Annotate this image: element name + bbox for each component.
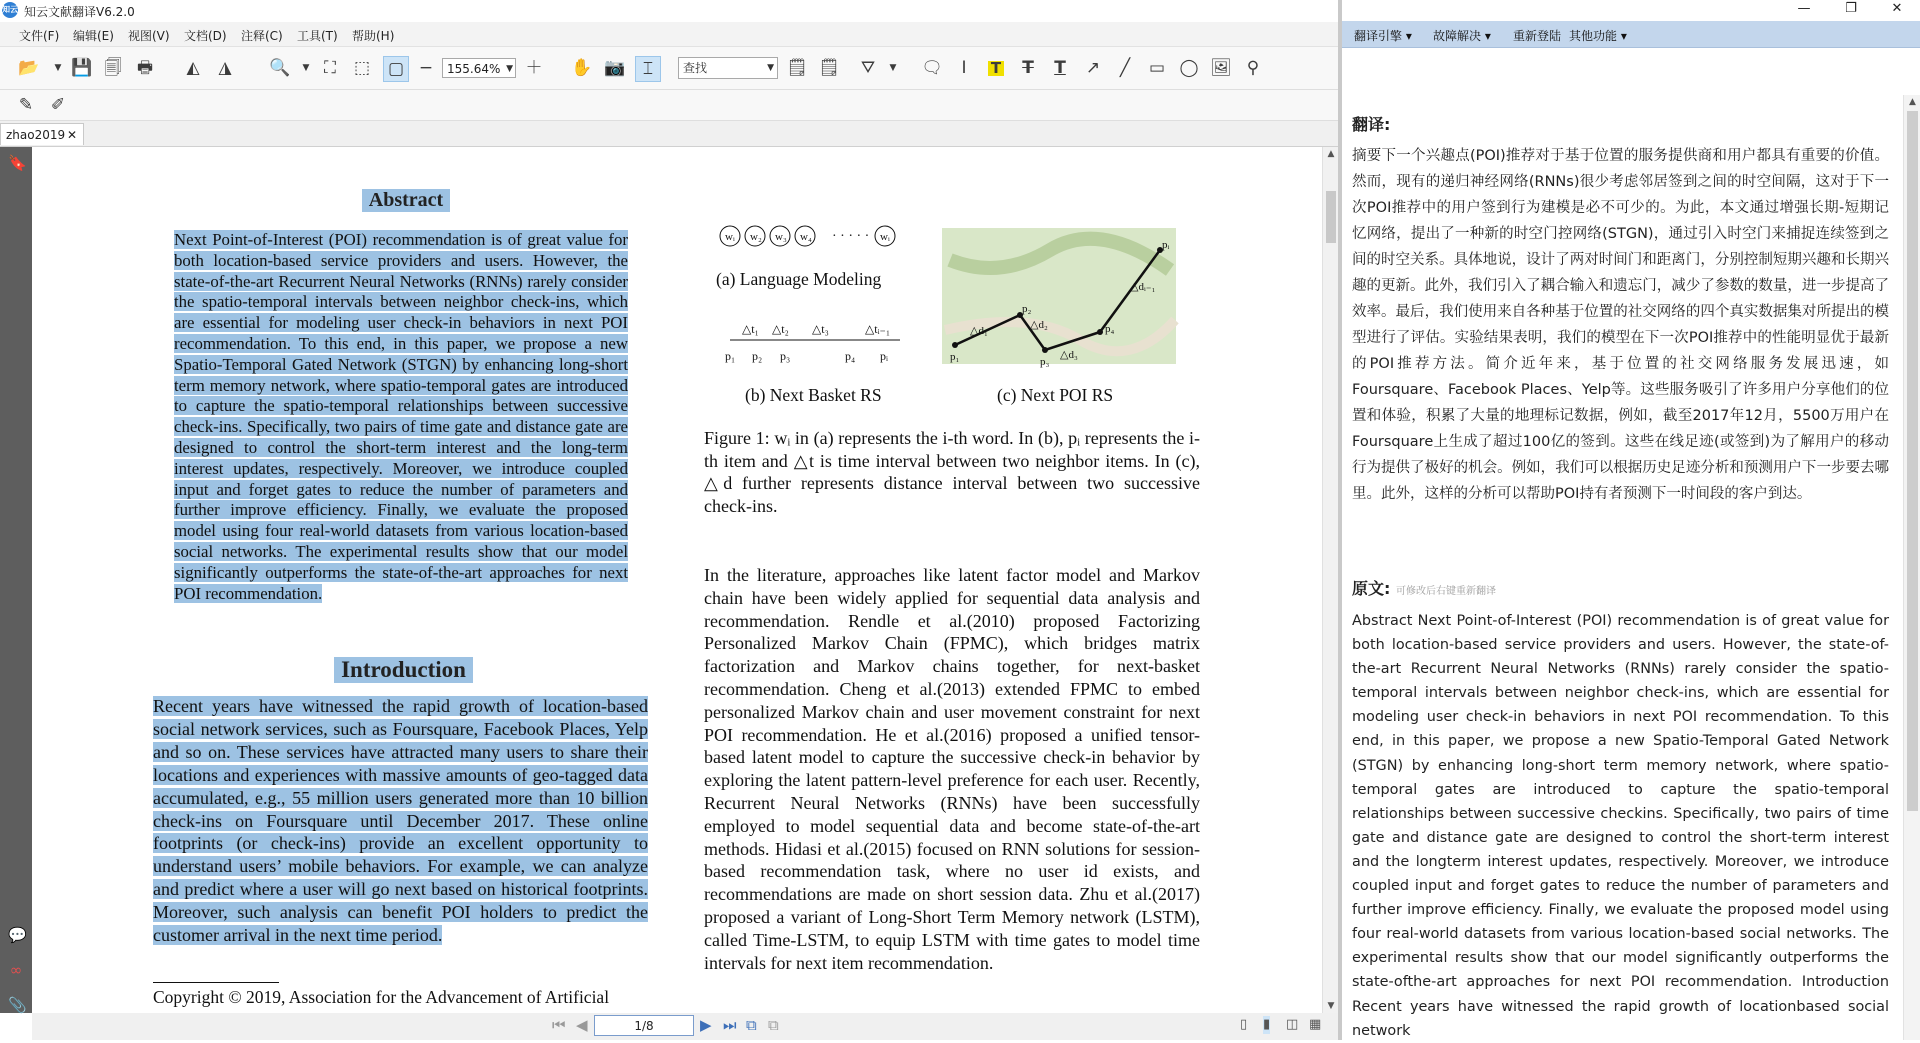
minimize-icon[interactable]: — [1797, 1, 1811, 16]
continuous-view-icon[interactable]: ▮ [1263, 1017, 1271, 1032]
svg-text:· · · · ·: · · · · · [832, 229, 870, 244]
panel-scrollbar[interactable] [1903, 95, 1920, 1040]
app-logo: 知云 [2, 2, 18, 18]
svg-text:△d₂: △d₂ [1030, 319, 1048, 331]
zoom-in-icon[interactable]: 🔍 [269, 57, 291, 78]
snapshot-icon[interactable]: 📷 [604, 57, 626, 78]
basket-timeline-diagram [725, 322, 900, 363]
two-page-view-icon[interactable]: ◫ [1286, 1017, 1299, 1032]
window-title: 知云文献翻译V6.2.0 [24, 5, 135, 19]
zoom-select[interactable] [442, 58, 516, 78]
document-tab-bar [0, 121, 1338, 147]
introduction-heading: Introduction [334, 657, 473, 683]
svg-text:p₂: p₂ [752, 349, 763, 363]
svg-text:p₃: p₃ [1040, 356, 1050, 368]
open-folder-icon[interactable]: 📂 [18, 57, 40, 78]
zoom-plus-icon[interactable]: ＋ [525, 57, 543, 78]
svg-text:wᵢ: wᵢ [725, 231, 735, 243]
ellipse-icon[interactable]: ◯ [1179, 57, 1199, 78]
scroll-up-icon[interactable]: ▲ [1909, 97, 1916, 107]
svg-text:△t₃: △t₃ [812, 322, 829, 336]
print-icon[interactable]: 🖶 [136, 57, 154, 78]
image-icon[interactable]: 🖼 [1210, 57, 1232, 78]
menu-bar [0, 22, 1338, 47]
rectangle-icon[interactable]: ▭ [1148, 57, 1166, 78]
next-page-icon[interactable]: ▶ [700, 1016, 712, 1034]
comments-icon[interactable]: 💬 [8, 926, 27, 944]
main-toolbar [0, 47, 1338, 90]
rotate-left-icon[interactable]: ◭ [186, 57, 200, 78]
right-column-text[interactable]: In the literature, approaches like latent factor model and Markov chain have been widely applied for sequential data analysis and recommendation. Rendle et al.(2010) proposed Factorizing Personalized Markov Chain (FPMC), which bridges matrix factorization and Markov chains together, for next-basket recommendation. Cheng et al.(2013) extended FPMC to embed personalized Markov chain and user movement constraint for next POI recommendation. He et al.(2016) proposed a unified tensor-based latent model to capture the successive check-in behavior by exploring the latent pattern-level preference for each user. Recently, Recurrent Neural Networks (RNNs) have been successfully employed to model sequential data and become state-of-the-art methods. Hidasi et al.(2015) focused on RNN solutions for session-based recommendation task, where no user id exists, and recommendations are made on short session data. Zhu et al.(2017) proposed a variant of Long-Short Term Memory network (LSTM), called Time-LSTM, to equip LSTM with time gates to model time intervals for next item recommendation. [704, 565, 1200, 973]
translation-text[interactable]: 摘要下一个兴趣点(POI)推荐对于基于位置的服务提供商和用户都具有重要的价值。然而，现有的递归神经网络(RNNs)很少考虑邻居签到之间的时空间隔，这对于下一次POI推荐中的用户签到行为建模是必不可少的。为此，本文通过增强长期-短期记忆网络，提出了一种新的时空门控网络(STGN)，通过引入时空门来捕捉连续签到之间的时空关系。具体地说，设计了两对时间门和距离门，分别控制短期兴趣和长期兴趣的更新。此外，我们引入了耦合输入和遗忘门，减少了参数的数量，进一步提高了效率。最后，我们使用来自各种基于位置的社交网络的四个真实数据集对所提出的模型进行了评估。实验结果表明，我们的模型在下一次POI推荐中的性能明显优于最新的POI推荐方法。简介近年来，基于位置的社交网络服务发展迅速，如Foursquare、Facebook Places、Yelp等。这些服务吸引了许多用户分享他们的位置和体验，积累了大量的地理标记数据，例如，截至2017年12月，5500万用户在Foursquare上生成了超过100亿的签到。这些在线足迹(或签到)为了解用户的移动行为提供了极好的机会。例如，我们可以根据历史足迹分析和预测用户下一步要去哪里。此外，这样的分析可以帮助POI持有者预测下一时间段的客户到达。 [1352, 148, 1889, 502]
go-back-icon[interactable]: ⧉ [746, 1016, 757, 1034]
underline-icon[interactable]: T [1054, 57, 1066, 78]
find-placeholder: 查找 [683, 61, 708, 75]
menu-relogin[interactable]: 重新登陆 [1513, 29, 1562, 43]
hand-tool-icon[interactable]: ✋ [571, 57, 593, 78]
svg-text:△t₁: △t₁ [742, 322, 759, 336]
svg-text:pᵢ: pᵢ [880, 349, 888, 363]
menu-help[interactable]: 帮助(H) [352, 29, 395, 43]
first-page-icon[interactable]: ⏮ [552, 1016, 566, 1034]
scroll-thumb[interactable] [1326, 191, 1336, 243]
menu-view[interactable]: 视图(V) [128, 29, 170, 43]
fit-width-icon[interactable]: ⬚ [353, 57, 371, 78]
actual-size-icon[interactable]: ▢ [383, 56, 409, 82]
svg-text:p₄: p₄ [1105, 323, 1115, 335]
svg-text:△d₁: △d₁ [970, 325, 988, 337]
abstract-text[interactable]: Next Point-of-Interest (POI) recommendation is of great value for both location-based service providers and users. However, the state-of-the-art Recurrent Neural Networks (RNNs) rarely consider the spatio-temporal intervals between neighbor check-ins, which are essential for modeling user check-in behaviors in next POI recommendation. To this end, in this paper, we propose a new Spatio-Temporal Gated Network (STGN) by enhancing long-short term memory network, where spatio-temporal gates are introduced to capture the spatio-temporal relationships between successive check-ins. Specifically, two pairs of time gate and distance gate are designed to control the short-term interest and the long-term interest updates, respectively. Moreover, we introduce coupled input and forget gates to reduce the number of parameters and further improve efficiency. Finally, we evaluate the proposed model using four real-world datasets from various location-based social networks. The experimental results show that our model significantly outperforms the state-of-the-art approaches for next POI recommendation. [174, 230, 628, 603]
svg-text:wᵢ: wᵢ [880, 231, 890, 243]
original-hint: 可修改后右键重新翻译 [1396, 586, 1496, 597]
open-dropdown-icon[interactable]: ▼ [54, 62, 62, 73]
panel-title-bar [1342, 0, 1920, 20]
menu-document[interactable]: 文档(D) [184, 29, 227, 43]
single-page-view-icon[interactable]: ▯ [1240, 1017, 1248, 1032]
note-icon[interactable]: 🗨 [921, 57, 943, 78]
svg-text:p₃: p₃ [780, 349, 791, 363]
document-scrollbar[interactable] [1322, 147, 1339, 1013]
scroll-up-icon[interactable]: ▲ [1327, 149, 1335, 159]
panel-menu-bar [1342, 21, 1920, 48]
menu-edit[interactable]: 编辑(E) [73, 29, 114, 43]
signature-icon[interactable]: ⚲ [1246, 57, 1260, 78]
word-sequence-diagram [720, 226, 895, 246]
bookmark-icon[interactable]: 🔖 [8, 154, 27, 172]
translation-heading: 翻译: [1352, 115, 1391, 134]
svg-text:w₂: w₂ [750, 231, 762, 243]
poi-map-diagram [942, 228, 1176, 368]
save-icon[interactable]: 💾 [71, 57, 93, 78]
original-heading: 原文: [1352, 579, 1391, 598]
title-bar [0, 0, 1338, 20]
edit-notes-icon[interactable]: ✐ [50, 94, 66, 115]
rotate-right-icon[interactable]: ◮ [218, 57, 232, 78]
left-sidebar [0, 147, 32, 1013]
menu-other-functions[interactable]: 其他功能 ▾ [1569, 29, 1627, 43]
zoom-dropdown-icon[interactable]: ▼ [302, 62, 310, 73]
zoom-value: 155.64% [447, 62, 501, 76]
tab-zhao2019[interactable] [0, 123, 84, 145]
copyright-note: Copyright © 2019, Association for the Advancement of Artificial [153, 987, 610, 1007]
two-page-continuous-icon[interactable]: ▦ [1309, 1017, 1322, 1032]
prev-page-icon[interactable]: ◀ [576, 1016, 588, 1034]
menu-tools[interactable]: 工具(T) [297, 29, 338, 43]
svg-text:w₄: w₄ [800, 231, 812, 243]
svg-text:w₃: w₃ [775, 231, 787, 243]
menu-troubleshoot[interactable]: 故障解决 ▾ [1433, 29, 1491, 43]
abstract-heading: Abstract [362, 189, 450, 212]
go-forward-icon[interactable]: ⧉ [768, 1016, 779, 1034]
page-number-input[interactable] [594, 1015, 694, 1036]
menu-translation-engine[interactable]: 翻译引擎 ▾ [1354, 29, 1412, 43]
stamp-icon[interactable]: ⛛ [860, 57, 876, 78]
select-text-icon[interactable]: ⌶ [635, 56, 661, 82]
attachment-icon[interactable]: 📎 [8, 996, 27, 1014]
close-icon[interactable]: ✕ [66, 128, 77, 142]
svg-text:△d₃: △d₃ [1060, 349, 1078, 361]
stamp-dropdown-icon[interactable]: ▼ [889, 62, 897, 73]
introduction-text[interactable]: Recent years have witnessed the rapid growth of location-based social network services, such as Foursquare, Facebook Places, Yelp and so on. These services have attracted many users to share their locations and experiences with massive amounts of geo-tagged data accumulated, e.g., 55 million users generated more than 10 billion check-ins on Foursquare until December 2017. These online footprints (or check-ins) provide an excellent opportunity to understand users’ mobile behaviors. For example, we can analyze and predict where a user will go next based on historical footprints. Moreover, such analysis can benefit POI holders to predict the customer arrival in the next time period. [153, 696, 648, 946]
last-page-icon[interactable]: ⏭ [723, 1016, 737, 1034]
strikeout-icon[interactable]: T [1022, 57, 1034, 78]
tab-label: zhao2019 [6, 128, 66, 142]
arrow-icon[interactable]: ↗ [1085, 57, 1101, 78]
chevron-down-icon: ▼ [506, 64, 513, 74]
svg-text:pᵢ: pᵢ [1162, 239, 1170, 251]
svg-text:p₁: p₁ [725, 349, 736, 363]
fit-page-icon[interactable]: ⛶ [324, 57, 336, 78]
find-input[interactable] [678, 57, 778, 79]
figure-1c-caption: (c) Next POI RS [997, 385, 1114, 405]
scroll-thumb[interactable] [1907, 111, 1918, 811]
highlight-icon[interactable]: T [984, 56, 1008, 80]
svg-text:△dᵢ₋₁: △dᵢ₋₁ [1130, 281, 1156, 293]
chevron-down-icon: ▼ [767, 63, 774, 73]
svg-text:△tᵢ₋₁: △tᵢ₋₁ [865, 322, 891, 336]
line-icon[interactable]: ╱ [1119, 57, 1131, 78]
close-window-icon[interactable]: ✕ [1891, 1, 1903, 16]
text-box-icon[interactable]: I [961, 57, 967, 78]
svg-text:p₁: p₁ [950, 351, 960, 363]
original-text-editor[interactable]: Abstract Next Point-of-Interest (POI) recommendation is of great value for both location-based service providers and users. However, the state-of-the-art Recurrent Neural Networks (RNNs) rarely consider the spatio-temporal intervals between neighbor check-ins, which are essential for modeling user check-in behaviors in next POI recommendation. To this end, in this paper, we propose a new Spatio-Temporal Gated Network (STGN) by enhancing long-short term memory network, where spatio-temporal gates are introduced to capture the spatio-temporal relationships between successive checkins. Specifically, two pairs of time gate and distance gate are designed to control the short-term interest and the longterm interest updates, respectively. Moreover, we introduce coupled input and forget gates to reduce the number of parameters and further improve efficiency. Finally, we evaluate the proposed model using four real-world datasets from various location-based social networks. The experimental results show that our model significantly outperforms the state-ofthe-art approaches for next POI recommendation. Introduction Recent years have witnessed the rapid growth of locationbased social network [1352, 613, 1889, 1039]
find-prev-icon[interactable]: 🗒 [786, 57, 808, 78]
page-number: 1/8 [634, 1019, 654, 1033]
save-all-icon[interactable]: 🗐 [104, 57, 122, 78]
zoom-out-icon[interactable]: − [418, 57, 434, 78]
secondary-toolbar [0, 90, 1338, 121]
edit-doc-icon[interactable]: ✎ [18, 94, 34, 115]
svg-text:p₂: p₂ [1022, 303, 1032, 315]
footnote-divider [153, 982, 279, 983]
figure-1a-caption: (a) Language Modeling [716, 269, 882, 289]
figure-1-caption[interactable]: Figure 1: wᵢ in (a) represents the i-th word. In (b), pᵢ represents the i-th item and △t is time interval between two neighbor items. In (c), △d further represents distance interval between two successive check-ins. [704, 428, 1200, 516]
menu-comment[interactable]: 注释(C) [241, 29, 283, 43]
find-next-icon[interactable]: 🗒 [818, 57, 840, 78]
maximize-icon[interactable]: ❐ [1845, 1, 1857, 16]
menu-file[interactable]: 文件(F) [19, 29, 60, 43]
scroll-down-icon[interactable]: ▼ [1327, 1001, 1335, 1011]
link-icon[interactable]: ∞ [9, 961, 23, 979]
svg-text:p₄: p₄ [845, 349, 856, 363]
figure-1b-caption: (b) Next Basket RS [745, 385, 882, 405]
svg-text:△t₂: △t₂ [772, 322, 789, 336]
